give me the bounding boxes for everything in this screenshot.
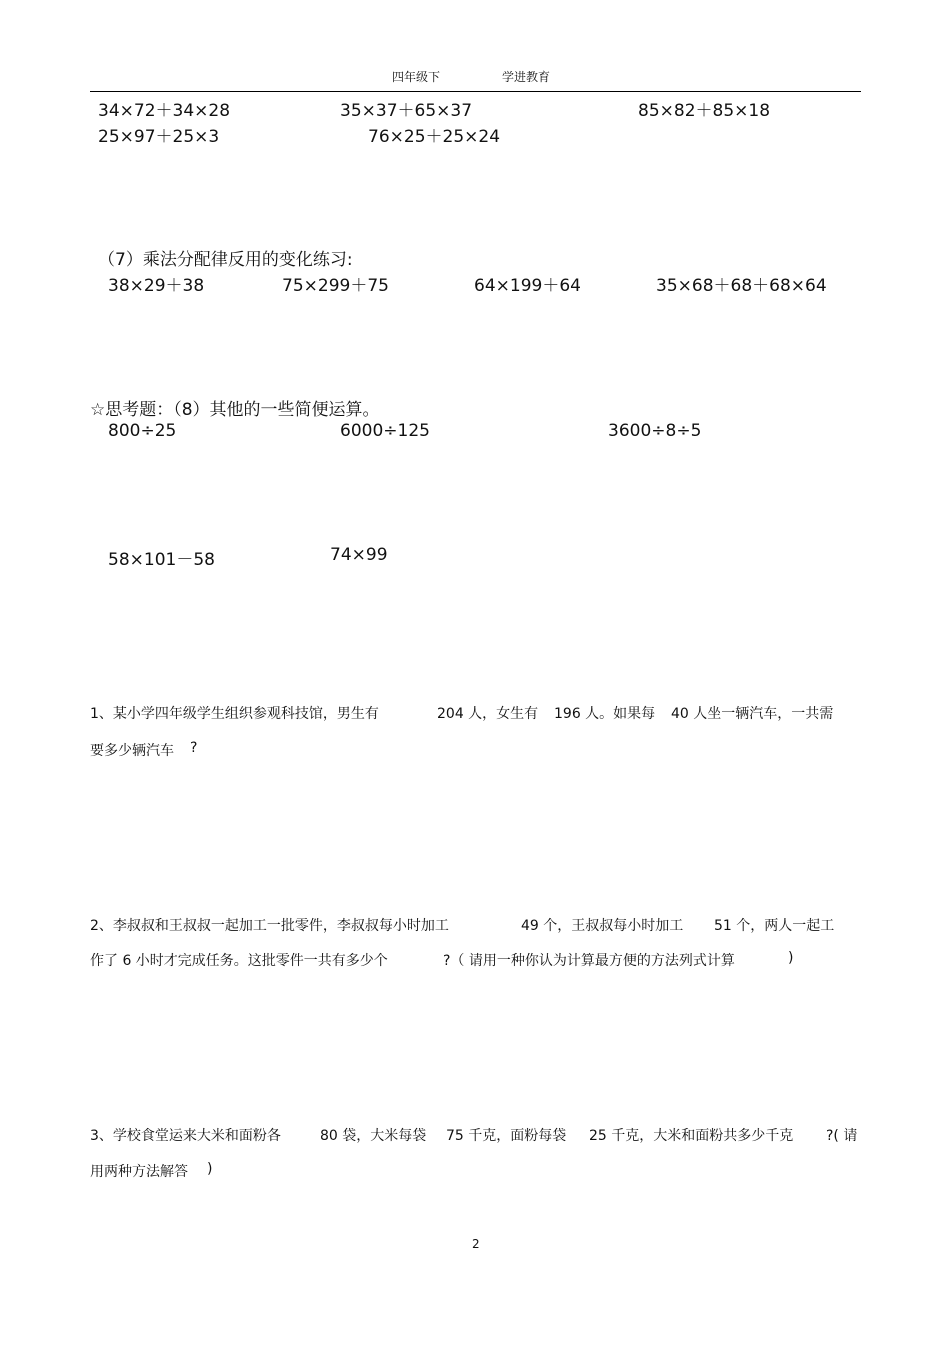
problem-3-text: 80 袋，大米每袋 — [320, 1128, 427, 1144]
problem-3-text: 25 千克，大米和面粉共多少千克 — [589, 1128, 794, 1144]
problem-1-text: 40 人坐一辆汽车，一共需 — [671, 706, 834, 722]
problem-3-text: 75 千克，面粉每袋 — [446, 1128, 567, 1144]
problem-2-text: 51 个，两人一起工 — [714, 918, 835, 934]
problem-2-text: 49 个，王叔叔每小时加工 — [521, 918, 684, 934]
problem-2-text: 2、李叔叔和王叔叔一起加工一批零件，李叔叔每小时加工 — [90, 918, 449, 934]
expression: 6000÷125 — [340, 421, 430, 441]
problem-2-text: ) — [788, 950, 794, 966]
expression: 25×97＋25×3 — [98, 127, 220, 147]
problem-1-text: 要多少辆汽车 — [90, 743, 174, 759]
expression: 64×199＋64 — [474, 276, 581, 296]
problem-3-text: ) — [207, 1161, 213, 1177]
problem-1-text: ? — [190, 740, 198, 756]
section-7-title: （7）乘法分配律反用的变化练习: — [98, 250, 353, 270]
expression: 76×25＋25×24 — [368, 127, 501, 147]
expression: 3600÷8÷5 — [608, 421, 702, 441]
expression: 85×82＋85×18 — [638, 101, 771, 121]
expression: 74×99 — [330, 545, 388, 565]
header-grade: 四年级下 — [392, 70, 441, 84]
problem-1-text: 1、某小学四年级学生组织参观科技馆，男生有 — [90, 706, 379, 722]
problem-3-text: 3、学校食堂运来大米和面粉各 — [90, 1128, 281, 1144]
problem-1-text: 196 人。如果每 — [554, 706, 656, 722]
problem-3-text: ?( 请 — [826, 1128, 858, 1144]
header-rule — [90, 91, 861, 92]
page-number: 2 — [472, 1237, 480, 1251]
expression: 800÷25 — [108, 421, 177, 441]
problem-1-text: 204 人，女生有 — [437, 706, 539, 722]
problem-2-text: 作了 6 小时才完成任务。这批零件一共有多少个 — [90, 953, 388, 969]
expression: 35×37＋65×37 — [340, 101, 473, 121]
expression: 75×299＋75 — [282, 276, 389, 296]
header-org: 学进教育 — [502, 70, 551, 84]
problem-2-text: ?（ 请用一种你认为计算最方便的方法列式计算 — [443, 953, 735, 969]
problem-3-text: 用两种方法解答 — [90, 1164, 188, 1180]
expression: 34×72＋34×28 — [98, 101, 231, 121]
expression: 35×68＋68＋68×64 — [656, 276, 827, 296]
expression: 58×101－58 — [108, 550, 215, 570]
section-8-title: ☆思考题：（8）其他的一些简便运算。 — [90, 400, 380, 420]
expression: 38×29＋38 — [108, 276, 205, 296]
